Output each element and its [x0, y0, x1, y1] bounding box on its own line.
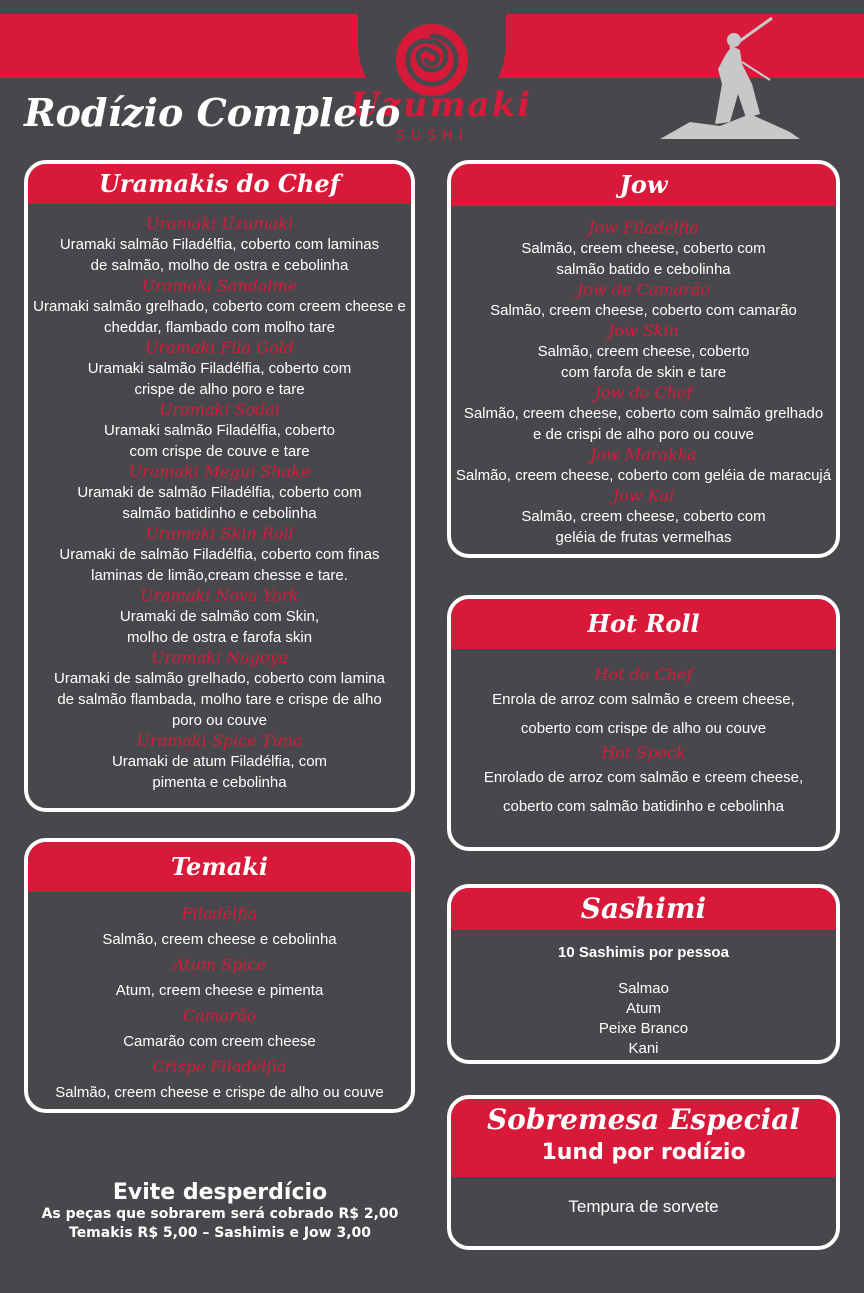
item-name: Jow do Chef — [594, 383, 693, 402]
item-name: Jow Marakka — [590, 445, 697, 464]
list-item — [451, 321, 836, 383]
list-item: Kani — [628, 1040, 659, 1057]
item-name: Jow Kai — [612, 486, 675, 505]
panel-sashimi-title: Sashimi — [451, 888, 836, 930]
list-item — [451, 743, 836, 821]
page-title: Rodízio Completo — [24, 90, 401, 135]
list-item: Peixe Branco — [598, 1020, 689, 1037]
panel-jow — [447, 160, 840, 558]
panel-temaki — [24, 838, 415, 1113]
list-item — [28, 1055, 411, 1106]
waste-notice — [30, 1180, 410, 1243]
hot-roll-list — [451, 649, 836, 821]
item-name: Hot Spock — [601, 743, 686, 762]
list-item — [28, 276, 411, 338]
item-name: Jow Skin — [608, 321, 679, 340]
list-item — [28, 462, 411, 524]
item-name: Camarão — [182, 1006, 257, 1025]
item-desc: Enrolado de arroz com salmão e creem cheese, coberto com salmão batidinho e cebolinha — [483, 769, 804, 815]
panel-hot-roll-title: Hot Roll — [451, 599, 836, 649]
list-item: Atum — [625, 1000, 661, 1017]
panel-sobremesa-subtitle: 1und por rodízio — [541, 1140, 746, 1165]
panel-uramakis — [24, 160, 415, 812]
list-item — [451, 218, 836, 280]
item-name: Uramaki Nagoya — [150, 648, 289, 667]
item-name: Filadélfia — [181, 904, 258, 923]
item-name: Crispe Filadélfia — [152, 1057, 287, 1076]
jow-list — [451, 206, 836, 548]
brand-name: Uzumaki — [350, 85, 533, 125]
list-item — [451, 665, 836, 743]
panel-sobremesa-title: Sobremesa Especial — [486, 1103, 801, 1136]
item-desc: Uramaki salmão grelhado, coberto com creem cheese e cheddar, flambado com molho tare — [33, 298, 406, 336]
item-name: Hot do Chef — [594, 665, 693, 684]
item-desc: Uramaki de salmão Filadélfia, coberto com finas laminas de limão,cream chesse e tare. — [59, 546, 380, 584]
item-desc: Uramaki de salmão grelhado, coberto com lamina de salmão flambada, molho tare e crispe de alho poro ou couve — [54, 670, 385, 729]
list-item — [28, 953, 411, 1004]
item-name: Uramaki Sodai — [159, 400, 280, 419]
item-name: Uramaki Spice Tuna — [136, 731, 303, 750]
item-desc: Salmão, creem cheese, coberto com geléia de frutas vermelhas — [521, 508, 766, 546]
item-desc: Uramaki salmão Filadélfia, coberto com crispe de alho poro e tare — [87, 360, 352, 398]
item-name: Uramaki Megui Shake — [128, 462, 311, 481]
waste-line-2: Temakis R$ 5,00 – Sashimis e Jow 3,00 — [69, 1225, 371, 1241]
item-name: Uramaki Skin Roll — [145, 524, 294, 543]
panel-jow-title: Jow — [451, 164, 836, 206]
item-desc: Salmão, creem cheese e crispe de alho ou couve — [55, 1084, 384, 1101]
samurai-silhouette-icon — [660, 14, 800, 144]
item-desc: Salmão, creem cheese, coberto com camarão — [490, 302, 797, 319]
item-name: Uramaki Sandaime — [141, 276, 298, 295]
list-item — [28, 524, 411, 586]
item-desc: Salmão, creem cheese, coberto com geléia de maracujá — [455, 467, 832, 484]
item-name: Uramaki Nova York — [140, 586, 299, 605]
panel-sashimi — [447, 884, 840, 1064]
sashimi-list — [451, 979, 836, 1059]
item-name: Uramaki Uzumaki — [145, 214, 294, 233]
item-desc: Uramaki de atum Filadélfia, com pimenta e cebolinha — [111, 753, 328, 791]
brand-subtitle: SUSHI — [396, 128, 469, 144]
item-name: Uramaki Fila Gold — [144, 338, 294, 357]
waste-line-1: As peças que sobrarem será cobrado R$ 2,00 — [41, 1206, 399, 1222]
item-name: Jow de Camarão — [577, 280, 710, 299]
panel-hot-roll — [447, 595, 840, 851]
item-desc: Salmão, creem cheese, coberto com salmão grelhado e de crispi de alho poro ou couve — [463, 405, 824, 443]
list-item — [451, 445, 836, 486]
list-item — [28, 214, 411, 276]
item-desc: Uramaki salmão Filadélfia, coberto com laminas de salmão, molho de ostra e cebolinha — [59, 236, 380, 274]
panel-sobremesa — [447, 1095, 840, 1250]
panel-sobremesa-header — [451, 1099, 836, 1177]
sobremesa-item: Tempura de sorvete — [568, 1197, 719, 1216]
sashimi-note: 10 Sashimis por pessoa — [558, 944, 729, 961]
item-desc: Salmão, creem cheese, coberto com salmão batido e cebolinha — [521, 240, 766, 278]
item-desc: Salmão, creem cheese e cebolinha — [102, 931, 337, 948]
list-item — [28, 1004, 411, 1055]
uramakis-list — [28, 204, 411, 793]
item-desc: Salmão, creem cheese, coberto com farofa de skin e tare — [537, 343, 750, 381]
temaki-list — [28, 892, 411, 1106]
item-name: Atum Spice — [172, 955, 266, 974]
item-desc: Camarão com creem cheese — [123, 1033, 316, 1050]
list-item — [28, 338, 411, 400]
list-item — [451, 280, 836, 321]
item-name: Jow Filadélfia — [588, 218, 699, 237]
list-item — [28, 400, 411, 462]
item-desc: Uramaki salmão Filadélfia, coberto com crispe de couve e tare — [104, 422, 335, 460]
item-desc: Enrola de arroz com salmão e creem cheese, coberto com crispe de alho ou couve — [492, 691, 795, 737]
list-item — [451, 383, 836, 445]
list-item — [451, 486, 836, 548]
item-desc: Atum, creem cheese e pimenta — [115, 982, 324, 999]
panel-uramakis-title: Uramakis do Chef — [28, 164, 411, 204]
list-item: Salmao — [618, 980, 669, 997]
list-item — [28, 902, 411, 953]
list-item — [28, 648, 411, 731]
item-desc: Uramaki de salmão Filadélfia, coberto com salmão batidinho e cebolinha — [77, 484, 362, 522]
panel-temaki-title: Temaki — [28, 842, 411, 892]
waste-title: Evite desperdício — [112, 1180, 328, 1205]
list-item — [28, 731, 411, 793]
list-item — [28, 586, 411, 648]
item-desc: Uramaki de salmão com Skin, molho de ostra e farofa skin — [119, 608, 320, 646]
